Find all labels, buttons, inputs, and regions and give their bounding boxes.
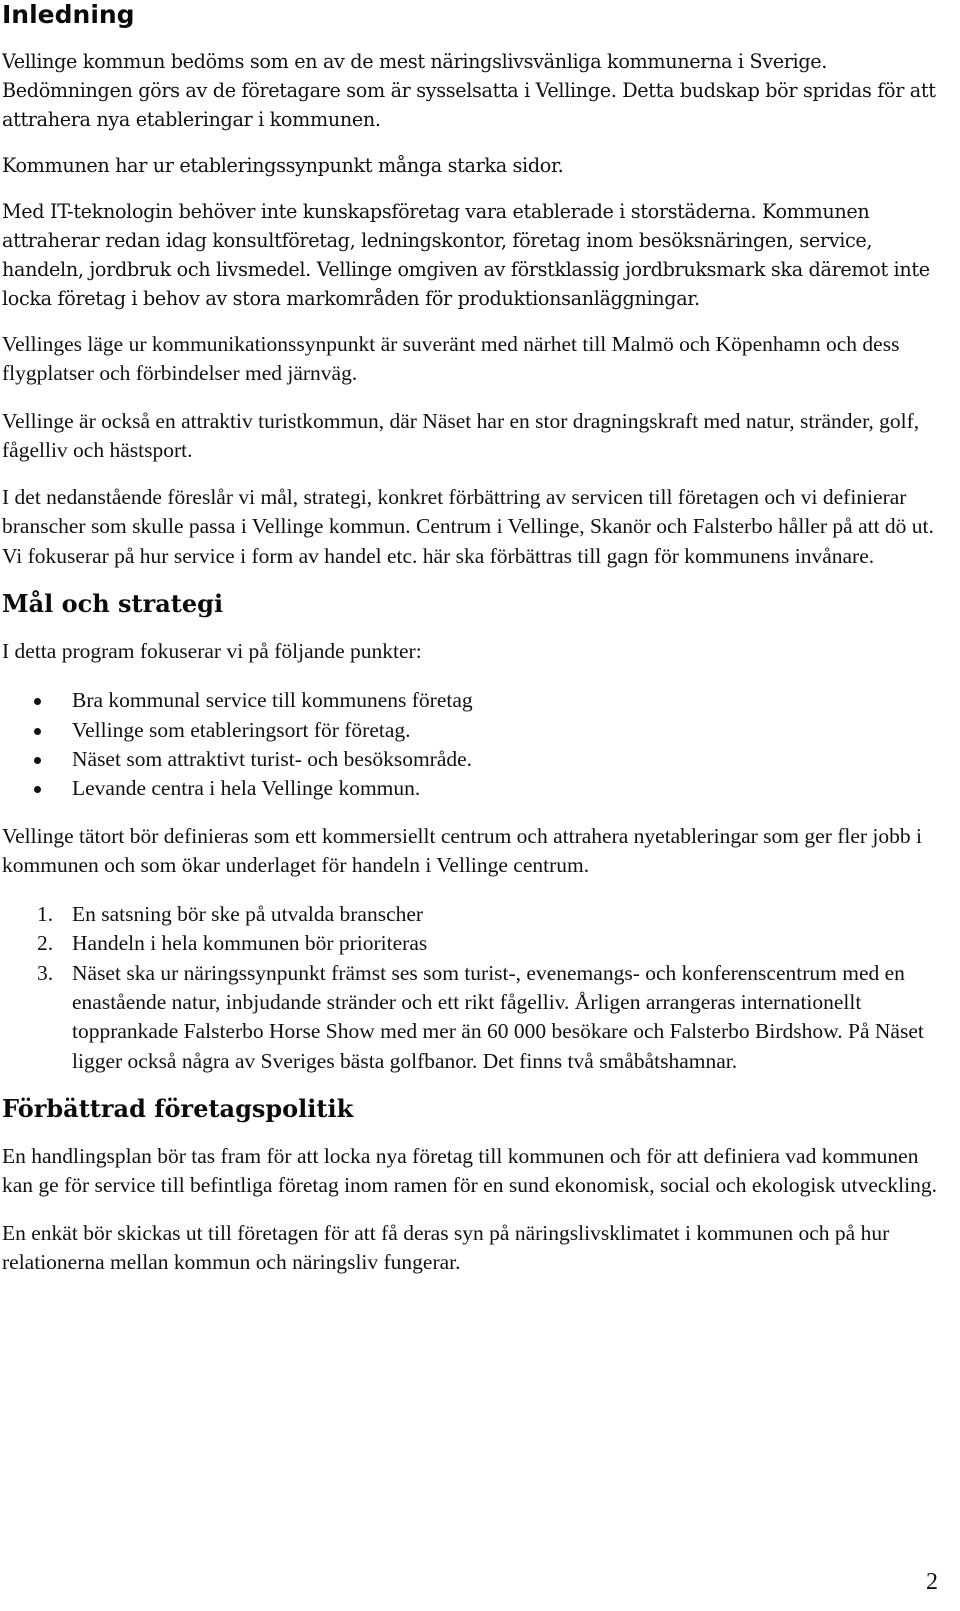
section-heading-mal-och-strategi: Mål och strategi [2, 589, 224, 619]
goals-lead-paragraph: I detta program fokuserar vi på följande punkter: [2, 639, 422, 664]
bullet-dot-icon [34, 728, 41, 735]
goals-numbered-list [2, 900, 946, 1076]
policy-paragraph-1: En handlingsplan bör tas fram för att locka nya företag till kommunen och för att definiera vad kommunen kan ge för service till befintliga företag inom ramen för en sund ekonomisk, social och ekologisk utveckling. [2, 1143, 937, 1198]
section-heading-inledning: Inledning [2, 0, 135, 29]
list-item: Bra kommunal service till kommunens företag [2, 686, 946, 715]
intro-paragraph-6: I det nedanstående föreslår vi mål, strategi, konkret förbättring av servicen till företagen och vi definierar branscher som skulle passa i Vellinge kommun. Centrum i Vellinge, Skanör och Falsterbo håller på att dö ut. Vi fokuserar på hur service i form av handel etc. här ska förbättras till gagn för kommunens invånare. [2, 485, 934, 568]
section-heading-forbattrad-foretagspolitik: Förbättrad företagspolitik [2, 1093, 354, 1123]
list-item: 3. Näset ska ur näringssynpunkt främst ses som turist-, evenemangs- och konferenscentrum med en enastående natur, inbjudande stränder och ett rikt fågelliv. Årligen arrangeras internationellt topprankade Falsterbo Horse Show med mer än 60 000 besökare och Falsterbo Birdshow. På Näset ligger också några av Sveriges bästa golfbanor. Det finns två småbåtshamnar. [37, 960, 924, 1073]
intro-paragraph-3: Med IT-teknologin behöver inte kunskapsföretag vara etablerade i storstäderna. Kommunen attraherar redan idag konsultföretag, ledningskontor, företag inom besöksnäringen, service, handeln, jordbruk och livsmedel. Vellinge omgiven av förstklassig jordbruksmark ska däremot inte locka företag i behov av stora markområden för produktionsanläggningar. [2, 200, 930, 310]
bullet-dot-icon [34, 786, 41, 793]
bullet-dot-icon [34, 757, 41, 764]
intro-paragraph-5: Vellinge är också en attraktiv turistkommun, där Näset har en stor dragningskraft med natur, stränder, golf, fågelliv och hästsport. [2, 408, 920, 462]
intro-paragraph-2: Kommunen har ur etableringssynpunkt många starka sidor. [2, 154, 564, 177]
intro-paragraph-1: Vellinge kommun bedöms som en av de mest näringslivsvänliga kommunerna i Sverige. Bedömningen görs av de företagare som är sysselsatta i Vellinge. Detta budskap bör spridas för att attrahera nya etableringar i kommunen. [2, 50, 936, 131]
list-item: Näset som attraktivt turist- och besöksområde. [2, 745, 946, 774]
bullet-dot-icon [34, 698, 41, 705]
policy-paragraph-2: En enkät bör skickas ut till företagen för att få deras syn på näringslivsklimatet i kommunen och på hur relationerna mellan kommun och näringsliv fungerar. [2, 1220, 890, 1274]
list-item: 2. Handeln i hela kommunen bör prioriteras [37, 931, 428, 956]
goals-paragraph-1: Vellinge tätort bör definieras som ett kommersiellt centrum och attrahera nyetableringar som ger fler jobb i kommunen och som ökar underlaget för handeln i Vellinge centrum. [2, 823, 923, 877]
document-page [2, 0, 946, 1277]
page-number: 2 [926, 1569, 938, 1595]
goals-bullet-list [2, 686, 946, 803]
list-item: 1. En satsning bör ske på utvalda branscher [37, 902, 424, 927]
list-item: Levande centra i hela Vellinge kommun. [2, 774, 946, 803]
list-item: Vellinge som etableringsort för företag. [2, 716, 946, 745]
intro-paragraph-4: Vellinges läge ur kommunikationssynpunkt är suveränt med närhet till Malmö och Köpenhamn och dess flygplatser och förbindelser med järnväg. [2, 332, 900, 386]
